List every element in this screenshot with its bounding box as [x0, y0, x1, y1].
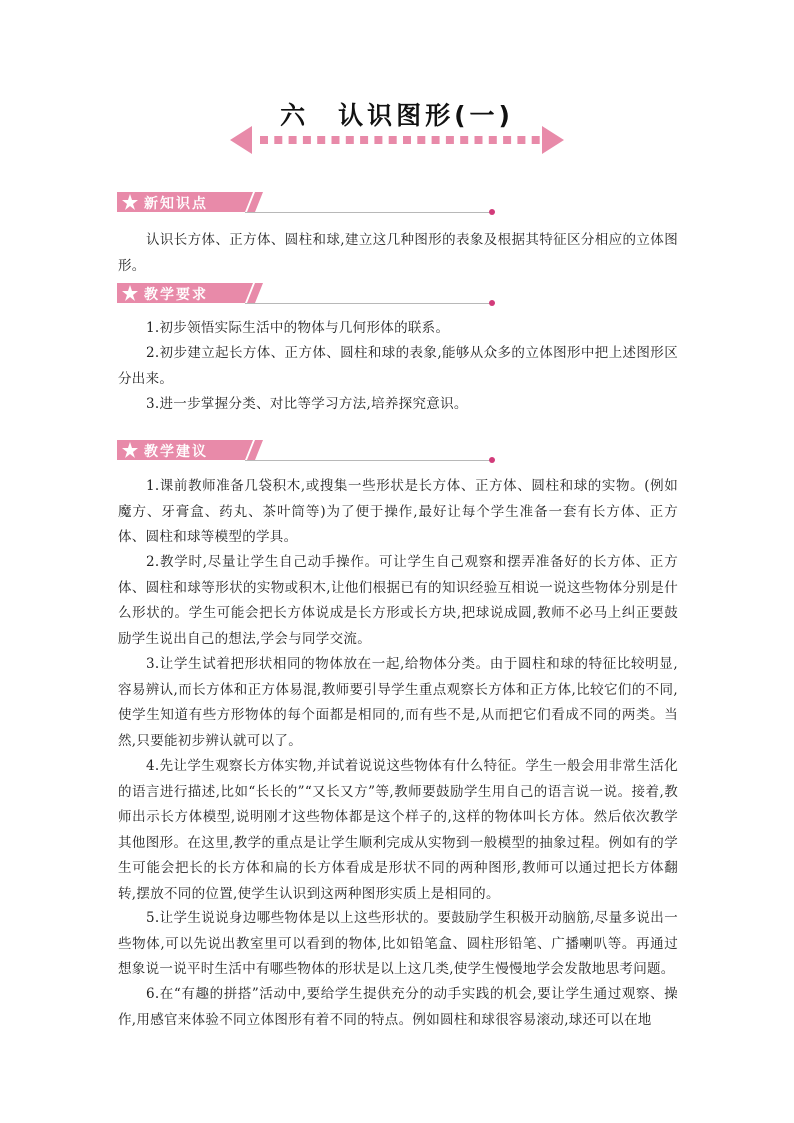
paragraph: 3.让学生试着把形状相同的物体放在一起,给物体分类。由于圆柱和球的特征比较明显,容易辨认,而长方体和正方体易混,教师要引导学生重点观察长方体和正方体,比较它们的不同,使学生知道有些方形物体的每个面都是相同的,而有些不是,从而把它们看成不同的两类。当然,只要能初步辨认就可以了。 — [118, 656, 678, 749]
section-heading-new-knowledge — [117, 192, 379, 214]
title-decoration — [230, 126, 564, 154]
paragraph: 3.进一步掌握分类、对比等学习方法,培养探究意识。 — [146, 396, 468, 412]
paragraph: 6.在“有趣的拼搭”活动中,要给学生提供充分的动手实践的机会,要让学生通过观察、操作,用感官来体验不同立体图形有着不同的特点。例如圆柱和球很容易滚动,球还可以在地 — [118, 986, 678, 1028]
section-heading-teaching-requirements — [117, 283, 379, 305]
star-icon — [122, 285, 138, 301]
star-icon — [122, 442, 138, 458]
page-title: 六 认识图形(一) — [280, 101, 514, 130]
paragraph: 2.初步建立起长方体、正方体、圆柱和球的表象,能够从众多的立体图形中把上述图形区分出来。 — [118, 345, 678, 387]
paragraph: 认识长方体、正方体、圆柱和球,建立这几种图形的表象及根据其特征区分相应的立体图形。 — [118, 232, 678, 274]
section-heading-text: 教学建议 — [144, 444, 208, 460]
paragraph: 2.教学时,尽量让学生自己动手操作。可让学生自己观察和摆弄准备好的长方体、正方体、圆柱和球等形状的实物或积木,让他们根据已有的知识经验互相说一说这些物体分别是什么形状的。学生可能会把长方体说成是长方形或长方块,把球说成圆,教师不必马上纠正要鼓励学生说出自己的想法,学会与同学交流。 — [118, 554, 678, 647]
paragraph: 5.让学生说说身边哪些物体是以上这些形状的。要鼓励学生积极开动脑筋,尽量多说出一些物体,可以先说出教室里可以看到的物体,比如铅笔盒、圆柱形铅笔、广播喇叭等。再通过想象说一说平时生活中有哪些物体的形状是以上这几类,使学生慢慢地学会发散地思考问题。 — [118, 910, 678, 977]
section-heading-text: 教学要求 — [144, 287, 208, 303]
star-icon — [122, 194, 138, 210]
paragraph: 1.初步领悟实际生活中的物体与几何形体的联系。 — [146, 320, 450, 336]
section-heading-text: 新知识点 — [144, 196, 208, 212]
section-heading-teaching-suggestions — [117, 440, 379, 462]
paragraph: 1.课前教师准备几袋积木,或搜集一些形状是长方体、正方体、圆柱和球的实物。(例如魔方、牙膏盒、药丸、茶叶筒等)为了便于操作,最好让每个学生准备一套有长方体、正方体、圆柱和球等模型的学具。 — [118, 478, 678, 545]
paragraph: 4.先让学生观察长方体实物,并试着说说这些物体有什么特征。学生一般会用非常生活化的语言进行描述,比如“长长的”“又长又方”等,教师要鼓励学生用自己的语言说一说。接着,教师出示长方体模型,说明刚才这些物体都是这个样子的,这样的物体叫长方体。然后依次教学其他图形。在这里,教学的重点是让学生顺利完成从实物到一般模型的抽象过程。例如有的学生可能会把长的长方体和扁的长方体看成是形状不同的两种图形,教师可以通过把长方体翻转,摆放不同的位置,使学生认识到这两种图形实质上是相同的。 — [118, 758, 678, 902]
